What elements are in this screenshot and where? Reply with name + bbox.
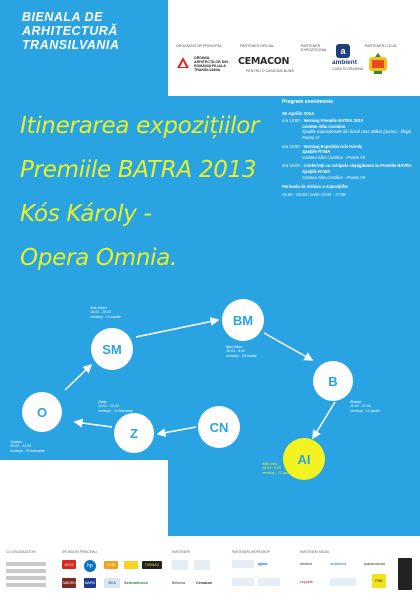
sponsors-strip <box>0 548 420 604</box>
coorg-logo-2 <box>6 569 46 573</box>
city-node-b: B <box>313 361 353 401</box>
ambient-tagline: CASA SI GRADINA <box>332 67 364 71</box>
headline-line-4: Opera Omnia. <box>20 245 177 271</box>
city-node-bm: BM <box>222 299 264 341</box>
visit-title: Perioada de vizitare a expozițiilor <box>282 184 349 190</box>
media-partner-label: PARTENER LOCAL <box>365 44 398 48</box>
arrow-sm-bm <box>136 320 218 337</box>
organizer-name: ORDINUL ARHITECȚILOR DIN ROMÂNIA FILIALA TRANSILVANIA <box>194 56 228 72</box>
city-opening: vernisaj - 11 aprilie <box>350 408 380 413</box>
media-logo-dark <box>398 558 412 590</box>
cemacon-logo: CEMACON <box>238 56 290 67</box>
city-dates: 28.02 - 12.03 <box>10 444 32 449</box>
arhitext-logo: arhitext <box>300 560 326 568</box>
event-title-text: Vernisaj Expoziția Kós Károly <box>303 143 363 149</box>
event-venue: Spațiile RYMA <box>302 149 331 155</box>
city-info-z <box>98 400 133 413</box>
city-dates: 25.04 - 8.05 <box>262 466 282 471</box>
city-info-sm <box>90 306 121 319</box>
coorg-logo-1 <box>6 562 46 566</box>
taboro-logo: TABORO <box>62 578 76 588</box>
city-opening: vernisaj - 25 aprilie <box>262 470 293 475</box>
visit-text: 25.04 - 08.05 / orele 10:00 - 17:00 <box>282 191 346 197</box>
coorg-logo-4 <box>6 583 46 587</box>
beltonia-logo: Beltonia <box>172 578 192 588</box>
city-opening: vernisaj - 28 martie <box>226 353 257 358</box>
aco-logo: ACO <box>62 560 76 569</box>
city-dates: 11.04 - 23.04 <box>350 404 371 409</box>
sponsor-logo-yellow <box>124 561 138 569</box>
city-name: Satu Mare <box>90 306 107 310</box>
city-dates: 28.03 - 9.04 <box>226 349 246 354</box>
event-place: Spațiile Expoziționale din fostul Cerc Militar (parter) - lângă Poarta VI <box>302 129 411 140</box>
coorg-logo-3 <box>6 576 46 580</box>
headline-line-3: Kós Károly - <box>20 201 152 227</box>
cemacon-small-logo: Cemacon <box>196 578 218 588</box>
cemacon-tagline: PENTRU O CASĂ MAI BUNĂ <box>246 69 294 73</box>
city-name: Oradea <box>10 440 22 444</box>
event-venue: Cetatea Alba Carolina <box>302 123 346 129</box>
title-line-1: BIENALA DE <box>22 10 103 24</box>
arhitectura-logo: arhitectura <box>330 560 360 568</box>
headline-line-1: Itinerarea expozițiilor <box>20 113 260 139</box>
igloo-logo: igloo <box>258 560 276 568</box>
city-dates: 14.02 - 26.02 <box>98 404 120 409</box>
cub-logo: CUB <box>104 561 118 569</box>
headline-line-2: Premiile BATRA 2013 <box>20 157 257 183</box>
city-opening: vernisaj - 28 februarie <box>10 448 45 453</box>
workshop-logo-2 <box>232 578 254 586</box>
sponsor-label: PARTENERI <box>172 550 190 554</box>
organizer-label: ORGANIZATOR PRINCIPAL <box>176 44 222 48</box>
city-name: Alba Iulia <box>262 462 277 466</box>
zeppelin-logo: zeppelin <box>300 578 326 586</box>
expo-partner-label: PARTENER EXPOZIȚIONAL <box>301 44 328 52</box>
program-event: ora 16:00 - Conferință cu echipele câștigătoare la Premiile BATRA <box>282 163 412 169</box>
sponsor-label: SPONSORI PRINCIPALI <box>62 550 98 554</box>
mapei-logo: MAPEI <box>84 578 96 588</box>
arrow-b-ai <box>313 402 335 438</box>
workshop-logo-3 <box>258 578 280 586</box>
arrow-bm-b <box>264 333 312 360</box>
city-opening: vernisaj - 14 martie <box>90 314 121 319</box>
event-time: ora 15:00 <box>282 143 300 149</box>
city-node-cn: CN <box>198 406 240 448</box>
sponsor-label: CO-ORGANIZATORI <box>6 550 36 554</box>
title-line-3: TRANSILVANIA <box>22 38 120 52</box>
arrow-cn-z <box>158 427 196 434</box>
city-name: Zalău <box>98 400 107 404</box>
event-title-text: Vernisaj Premiile BATRA 2013 <box>303 118 363 124</box>
semmelrock-logo: Semmelrock <box>124 579 158 587</box>
official-partner-label: PARTENER OFICIAL <box>240 44 275 48</box>
event-place: Cetatea Alba Carolina - Poarta VII <box>302 174 366 180</box>
city-node-ai: AI <box>283 438 325 480</box>
city-name: Baia Mare <box>226 345 243 349</box>
program-event: ora 15:00 - Vernisaj Expoziția Kós Károly <box>282 143 363 149</box>
ambient-logo-text: ambient <box>332 59 357 66</box>
event-time: ora 14:00 <box>282 118 300 124</box>
event-title-text: Conferință cu echipele câștigătoare la Premiile BATRA <box>303 163 412 169</box>
city-node-sm: SM <box>91 328 133 370</box>
tarmac-logo: TARMAC <box>142 561 162 569</box>
city-info-o <box>10 440 45 453</box>
program-title: Program evenimente <box>282 99 334 105</box>
event-venue: Spațiile RYMA <box>302 168 331 174</box>
partner-logo-1 <box>172 560 188 570</box>
city-dates: 14.03 - 26.03 <box>90 310 112 315</box>
sika-logo: SIKA <box>104 578 120 588</box>
partner-logo-2 <box>194 560 210 570</box>
city-opening: vernisaj - 14 februarie <box>98 408 133 413</box>
psb-logo: PSB <box>372 574 386 588</box>
program-date: 25 Aprilie 2014 <box>282 110 315 116</box>
spatiucontrolat-logo: spatiucontrolat <box>364 560 396 568</box>
city-info-b <box>350 400 380 413</box>
city-node-o: O <box>22 392 62 432</box>
event-time: ora 16:00 <box>282 163 300 169</box>
sponsor-label: PARTENERI WORKSHOP <box>232 550 270 554</box>
event-place: Cetatea Alba Carolina - Poarta VII <box>302 154 366 160</box>
city-name: Bistrița <box>350 400 361 404</box>
workshop-logo-1 <box>232 560 254 568</box>
media-logo-1 <box>330 578 356 586</box>
city-info-ai <box>262 462 292 475</box>
city-node-z: Z <box>114 413 154 453</box>
arrow-z-o <box>75 422 112 427</box>
sponsor-label: PARTENERI MEDIA <box>300 550 329 554</box>
hp-logo: hp <box>84 560 96 572</box>
arrow-o-sm <box>65 365 91 390</box>
ambient-logo-icon: a <box>336 44 350 58</box>
program-event: ora 14:00 - Vernisaj Premiile BATRA 2013 <box>282 118 363 124</box>
title-line-2: ARHITECTURĂ <box>22 24 118 38</box>
city-info-bm <box>226 345 257 358</box>
